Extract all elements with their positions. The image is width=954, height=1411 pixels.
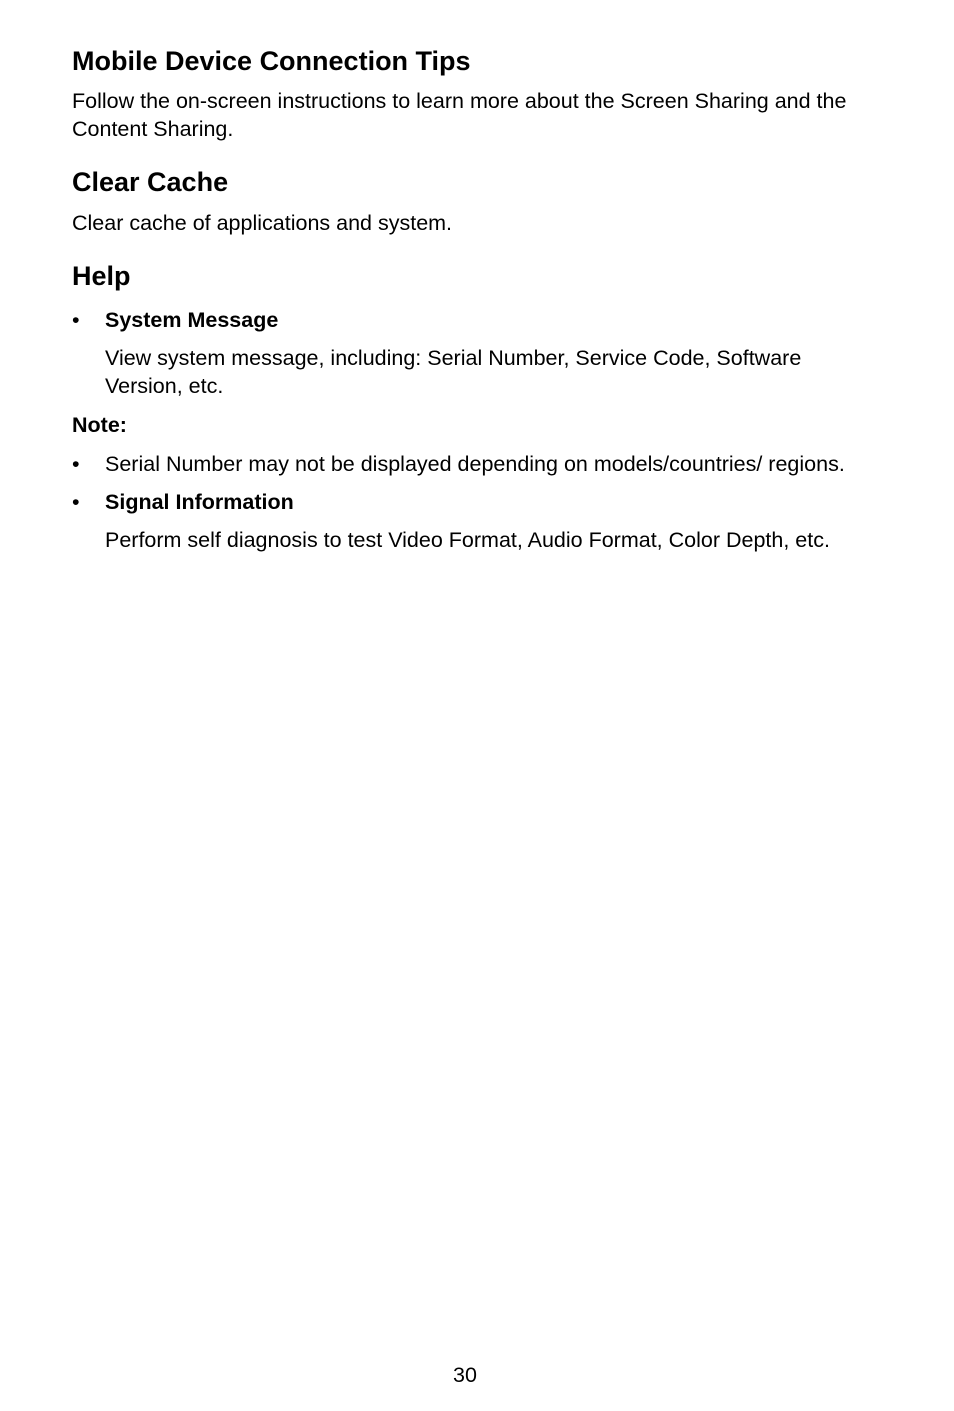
- note-label: Note:: [72, 413, 127, 437]
- bullet-icon: •: [72, 490, 80, 514]
- list-item-system-message: [72, 306, 884, 334]
- paragraph-mobile-device-connection-tips: Follow the on-screen instructions to learn more about the Screen Sharing and the Content Sharing.: [72, 89, 847, 141]
- item-desc-signal-information: Perform self diagnosis to test Video Format, Audio Format, Color Depth, etc.: [105, 528, 830, 552]
- item-title-signal-information: Signal Information: [105, 490, 294, 514]
- document-page: [72, 44, 884, 554]
- item-title-system-message: System Message: [105, 308, 279, 332]
- bullet-icon: •: [72, 452, 80, 476]
- heading-mobile-device-connection-tips: Mobile Device Connection Tips: [72, 46, 471, 76]
- list-item-signal-information: [72, 488, 884, 516]
- heading-clear-cache: Clear Cache: [72, 167, 229, 197]
- page-number: 30: [453, 1363, 477, 1387]
- note-text: Serial Number may not be displayed depending on models/countries/ regions.: [105, 452, 845, 476]
- list-item-note: [72, 450, 884, 478]
- heading-help: Help: [72, 261, 131, 291]
- bullet-icon: •: [72, 308, 80, 332]
- paragraph-clear-cache: Clear cache of applications and system.: [72, 211, 453, 235]
- item-desc-system-message: View system message, including: Serial Number, Service Code, Software Version, etc.: [105, 346, 802, 398]
